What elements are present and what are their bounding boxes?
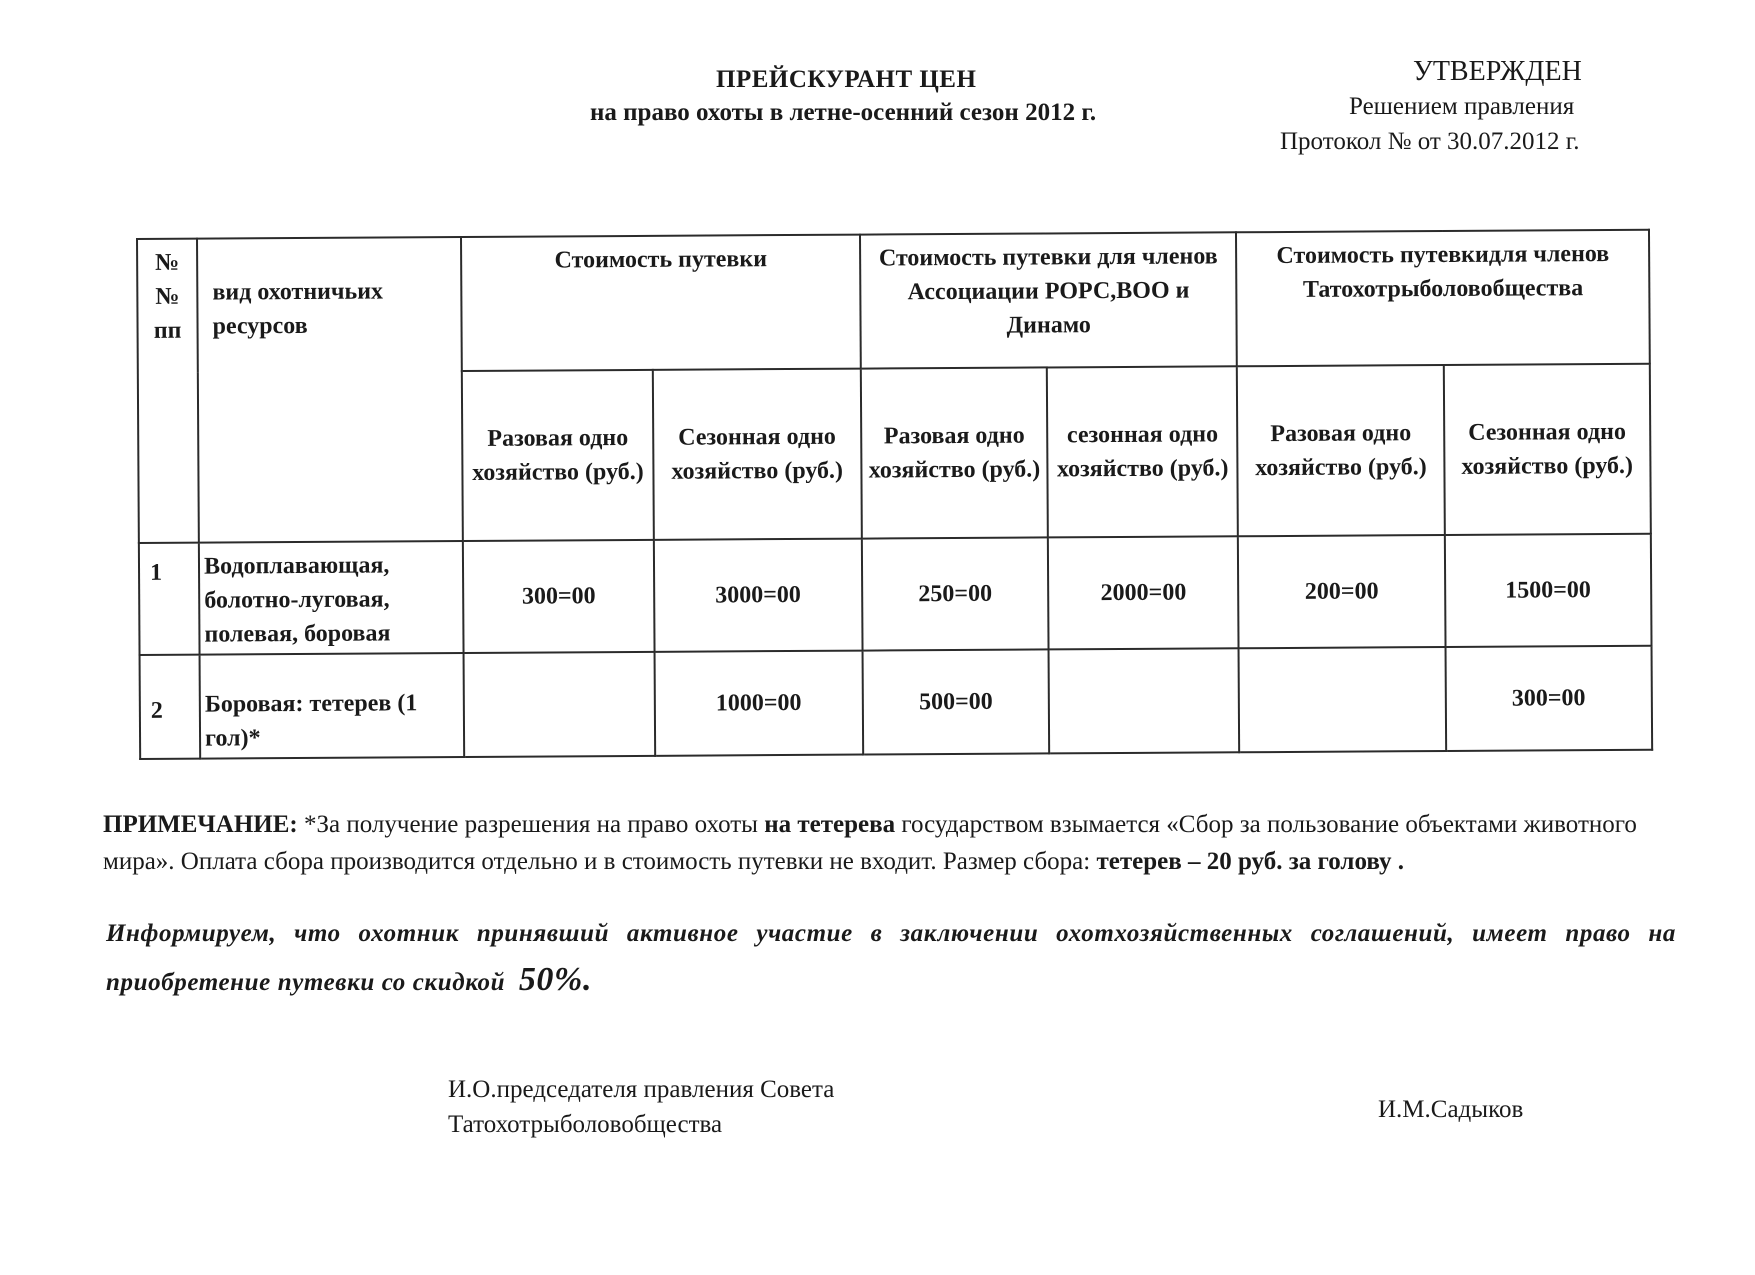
signatory-position [448,1072,834,1142]
col-header-season-2: сезонная одно хозяйство (руб.) [1047,366,1238,537]
discount-info-text: Информируем, что охотник принявший активное участие в заключении охотхозяйственных соглашений, имеет право на приобретение путевки со скидкой [106,920,1676,996]
price-cell [1239,647,1446,752]
note-paragraph [103,806,1673,880]
discount-info [106,911,1676,1006]
row-num: 2 [140,655,201,759]
price-table [136,238,1650,750]
signatory-position-line1: И.О.председателя правления Совета [448,1076,835,1103]
approval-decision: Решением правления [1349,93,1575,120]
discount-value: 50%. [518,961,593,998]
price-cell [1049,648,1240,753]
price-cell: 200=00 [1238,535,1445,648]
note-label: ПРИМЕЧАНИЕ: [103,811,298,838]
price-cell: 500=00 [862,649,1049,754]
row-num: 1 [139,543,200,655]
price-cell: 250=00 [862,537,1049,650]
note-bold-2: тетерев – 20 руб. за голову . [1096,848,1404,875]
price-cell: 3000=00 [654,539,863,652]
price-cell: 1500=00 [1445,534,1652,647]
row-resource: Боровая: тетерев (1 гол)* [200,653,465,759]
approval-protocol: Протокол № от 30.07.2012 г. [1280,128,1580,155]
price-cell: 2000=00 [1048,536,1239,649]
note-text-2: государством взымается «Сбор за пользование объектами животного мира». Оплата сбора производится отдельно и в стоимость путевки не входит. Размер сбора: [103,811,1637,875]
col-group-standard: Стоимость путевки [461,235,860,371]
col-group-association: Стоимость путевки для членов Ассоциации РОРС,ВОО и Динамо [860,232,1237,368]
document-subtitle: на право охоты в летне-осенний сезон 2012 г. [590,99,1097,126]
col-header-num: № № пп [137,239,199,543]
document-title: ПРЕЙСКУРАНТ ЦЕН [716,66,977,93]
col-group-society: Стоимость путевкидля членов Татохотрыболовобщества [1236,230,1649,367]
col-header-season-3: Сезонная одно хозяйство (руб.) [1443,364,1650,535]
price-cell: 300=00 [463,540,654,653]
approval-stamp-title: УТВЕРЖДЕН [1413,56,1582,87]
col-header-single-3: Разовая одно хозяйство (руб.) [1237,365,1444,536]
col-header-single-2: Разовая одно хозяйство (руб.) [861,367,1048,538]
signatory-position-line2: Татохотрыболовобщества [448,1111,723,1138]
row-resource: Водоплавающая, болотно-луговая, полевая, боровая [199,541,464,655]
table-row [139,534,1652,655]
price-cell: 1000=00 [654,651,863,756]
note-bold-1: на тетерева [764,811,896,838]
table-row [140,646,1653,759]
col-header-resource: вид охотничьих ресурсов [197,237,463,543]
note-text-1: *За получение разрешения на право охоты [297,811,765,838]
col-header-single-1: Разовая одно хозяйство (руб.) [462,370,653,541]
price-cell [464,652,655,757]
col-header-season-1: Сезонная одно хозяйство (руб.) [652,369,861,540]
price-cell: 300=00 [1445,646,1652,751]
signatory-name: И.М.Садыков [1378,1096,1524,1123]
